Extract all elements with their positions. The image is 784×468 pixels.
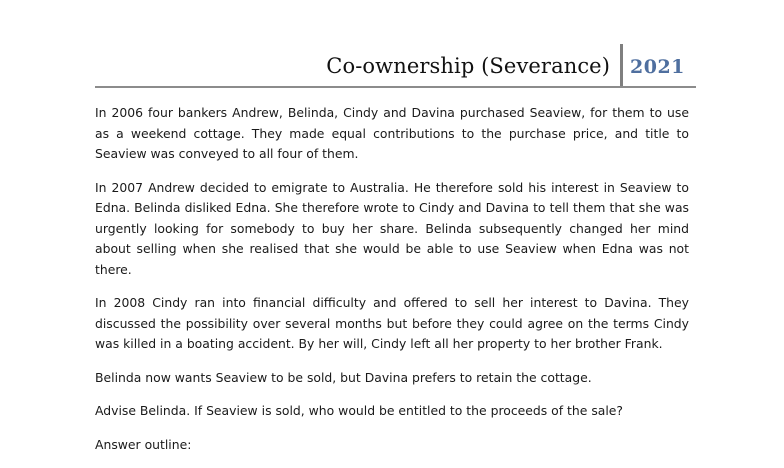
header-divider (620, 44, 623, 88)
page-title: Co-ownership (Severance) (326, 54, 610, 78)
paragraph-1: In 2006 four bankers Andrew, Belinda, Cindy and Davina purchased Seaview, for them to use as a weekend cottage. They made equal contributions to the purchase price, and title to Seaview was conveyed to all four of them. (95, 105, 689, 161)
page-header (95, 44, 696, 88)
header-year: 2021 (630, 56, 685, 78)
answer-outline-heading: Answer outline: (95, 436, 192, 452)
paragraph-5: Advise Belinda. If Seaview is sold, who would be entitled to the proceeds of the sale? (95, 403, 624, 418)
paragraph-3: In 2008 Cindy ran into financial difficulty and offered to sell her interest to Davina. They discussed the possibility over several months but before they could agree on the terms Cindy was killed in a boating accident. By her will, Cindy left all her property to her brother Frank. (95, 295, 689, 351)
document-body (95, 103, 689, 468)
paragraph-2: In 2007 Andrew decided to emigrate to Australia. He therefore sold his interest in Seaview to Edna. Belinda disliked Edna. She therefore wrote to Cindy and Davina to tell them that she was urgently looking for somebody to buy her share. Belinda subsequently changed her mind about selling when she realised that she would be able to use Seaview when Edna was not there. (95, 179, 689, 277)
header-rule (95, 86, 696, 88)
paragraph-4: Belinda now wants Seaview to be sold, but Davina prefers to retain the cottage. (95, 369, 592, 385)
